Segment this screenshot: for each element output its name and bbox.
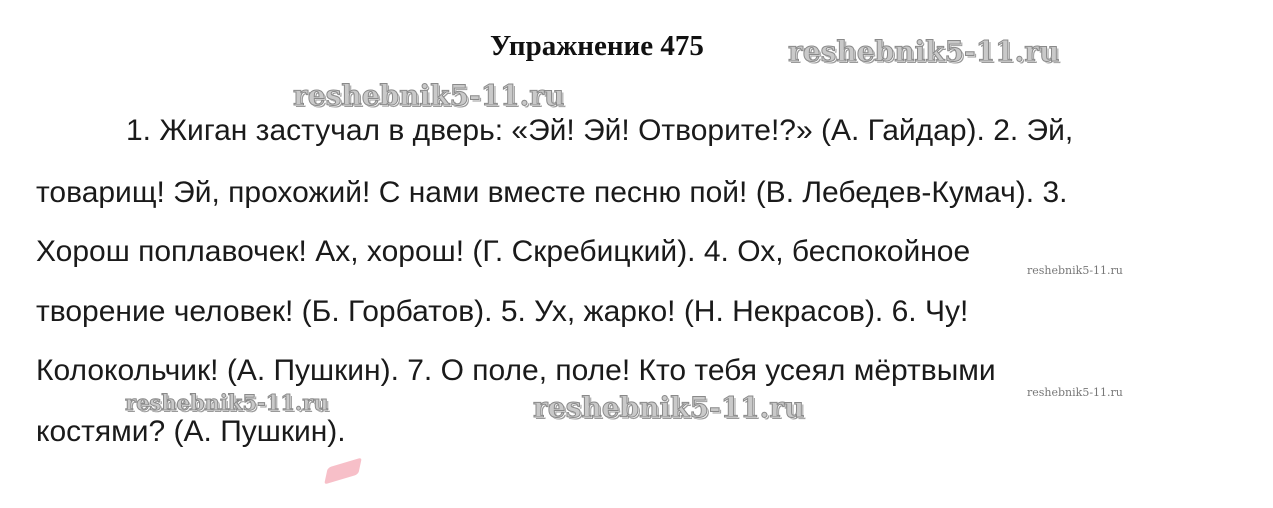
text-line-5: Колокольчик! (А. Пушкин). 7. О поле, поле! Кто тебя усеял мёртвыми bbox=[36, 354, 996, 387]
watermark-small-right-lower: reshebnik5-11.ru bbox=[1027, 386, 1123, 399]
text-line-3: Хорош поплавочек! Ах, хорош! (Г. Скребицкий). 4. Ох, беспокойное bbox=[36, 235, 971, 268]
watermark-top-left: reshebnik5-11.ru bbox=[293, 79, 565, 112]
text-line-2: товарищ! Эй, прохожий! С нами вместе песню пой! (В. Лебедев-Кумач). 3. bbox=[36, 176, 1068, 209]
watermark-small-right-upper: reshebnik5-11.ru bbox=[1027, 264, 1123, 277]
text-line-4: творение человек! (Б. Горбатов). 5. Ух, жарко! (Н. Некрасов). 6. Чу! bbox=[36, 295, 969, 328]
watermark-bottom-left: reshebnik5-11.ru bbox=[125, 390, 329, 415]
text-line-1: 1. Жиган застучал в дверь: «Эй! Эй! Отворите!?» (А. Гайдар). 2. Эй, bbox=[126, 114, 1074, 147]
exercise-title: Упражнение 475 bbox=[490, 30, 704, 62]
watermark-top-right: reshebnik5-11.ru bbox=[788, 35, 1060, 68]
watermark-bottom-center: reshebnik5-11.ru bbox=[533, 391, 805, 424]
decorative-pink-mark bbox=[324, 457, 362, 484]
text-line-6: костями? (А. Пушкин). bbox=[36, 415, 346, 448]
